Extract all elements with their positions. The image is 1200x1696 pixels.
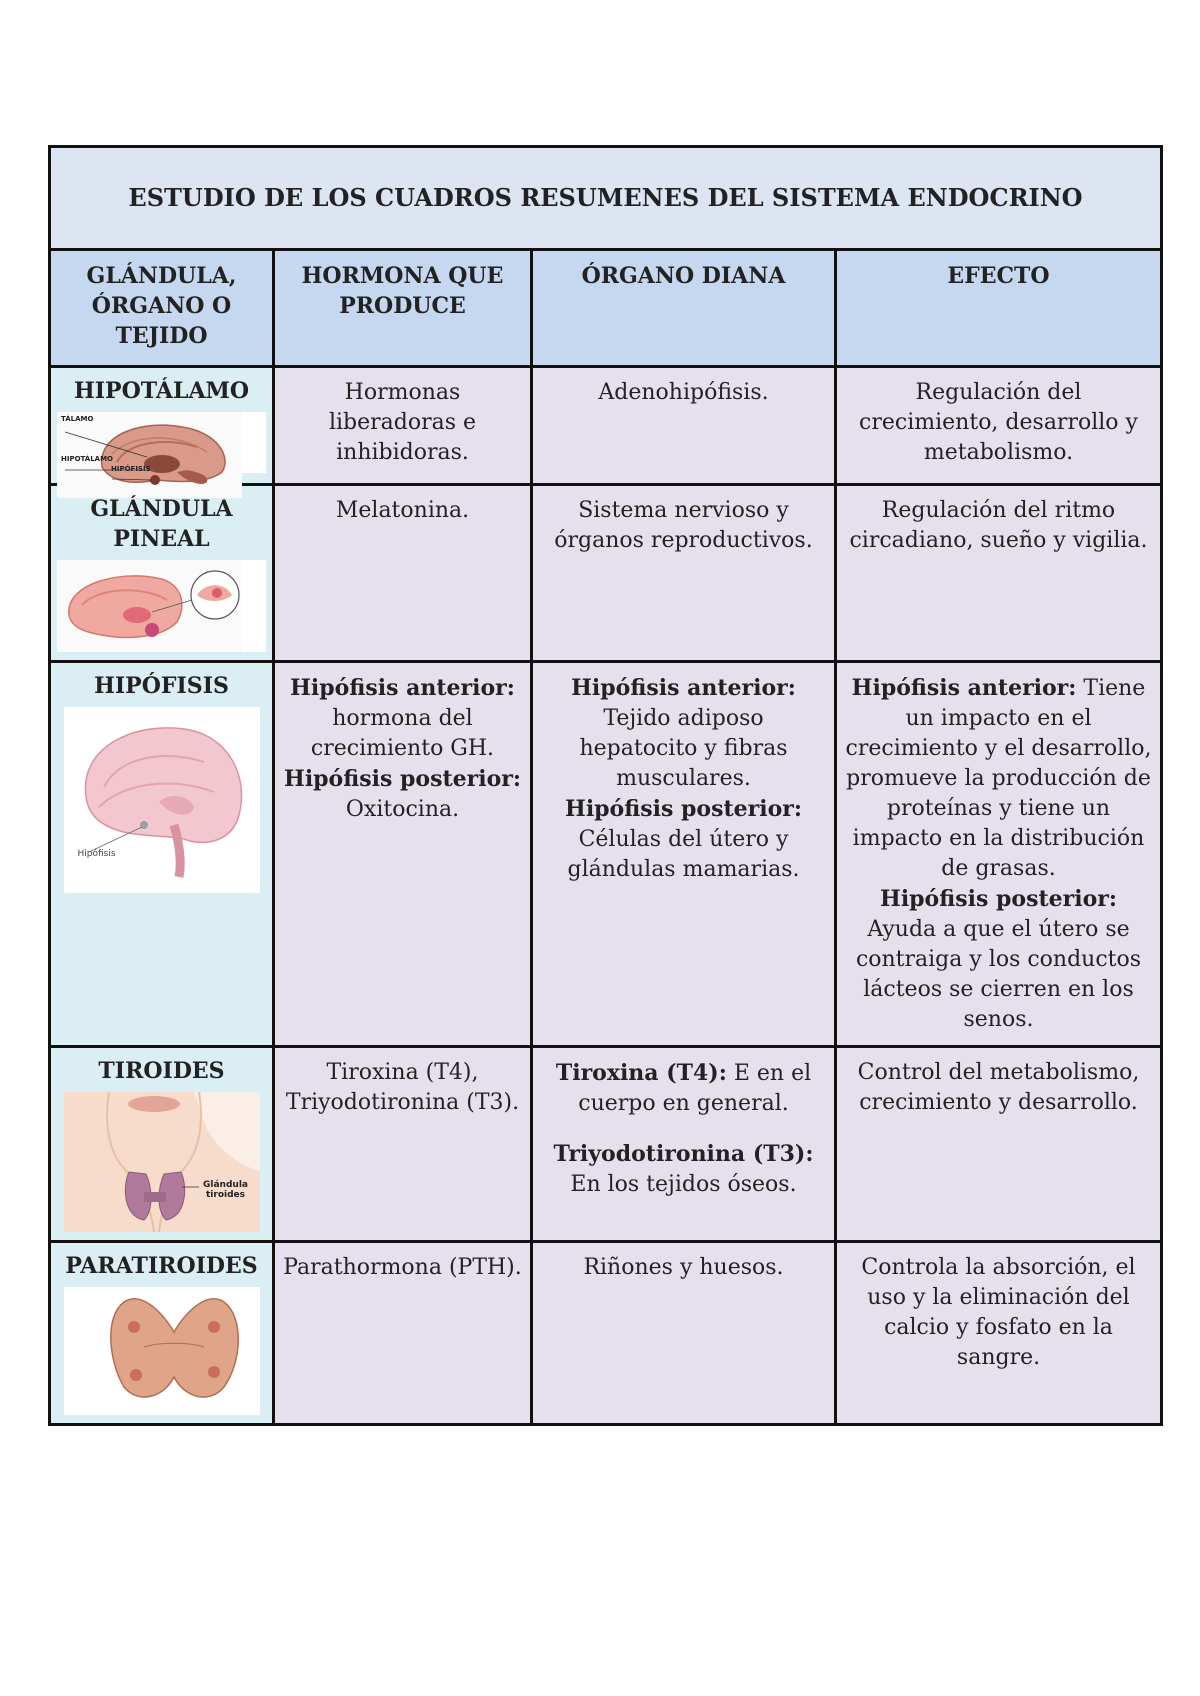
- label-anterior: Hipófisis anterior:: [571, 675, 796, 701]
- gland-name: HIPOTÁLAMO: [73, 378, 250, 404]
- image-label-hipofisis: Hipófisis: [77, 849, 116, 859]
- label-posterior: Hipófisis posterior:: [284, 766, 521, 792]
- hypothalamus-image: [57, 412, 266, 473]
- label-anterior: Hipófisis anterior:: [290, 675, 515, 701]
- effect-anterior: Tiene un impacto en el crecimiento y el desarrollo, promueve la producción de proteínas y tiene un impacto en la distribución de grasas.: [845, 676, 1152, 881]
- hormone-cell: [274, 662, 532, 1047]
- page-title: ESTUDIO DE LOS CUADROS RESUMENES DEL SISTEMA ENDOCRINO: [50, 147, 1162, 250]
- target-cell: Adenohipófisis.: [532, 367, 836, 485]
- target-cell: [532, 1047, 836, 1242]
- header-hormone: HORMONA QUE PRODUCE: [274, 250, 532, 367]
- label-t4: Tiroxina (T4):: [555, 1060, 727, 1086]
- pituitary-image: [64, 707, 260, 893]
- table-row-parathyroid: [50, 1242, 1162, 1425]
- pineal-image: [57, 560, 266, 652]
- effect-cell: Controla la absorción, el uso y la eliminación del calcio y fosfato en la sangre.: [836, 1242, 1162, 1425]
- label-posterior: Hipófisis posterior:: [880, 886, 1117, 912]
- target-t3: En los tejidos óseos.: [570, 1172, 797, 1197]
- image-label-hipofisis: HIPÓFISIS: [111, 465, 151, 473]
- table-row-hypothalamus: [50, 367, 1162, 485]
- target-cell: [532, 662, 836, 1047]
- gland-name: HIPÓFISIS: [94, 673, 229, 699]
- header-effect: EFECTO: [836, 250, 1162, 367]
- table-row-pineal: [50, 485, 1162, 662]
- gland-name: PARATIROIDES: [65, 1253, 258, 1279]
- target-cell: Sistema nervioso y órganos reproductivos.: [532, 485, 836, 662]
- table-row-thyroid: [50, 1047, 1162, 1242]
- hormone-anterior: hormona del crecimiento GH.: [310, 706, 495, 761]
- effect-cell: Regulación del ritmo circadiano, sueño y vigilia.: [836, 485, 1162, 662]
- label-t3: Triyodotironina (T3):: [553, 1141, 814, 1167]
- gland-name: TIROIDES: [98, 1058, 225, 1084]
- parathyroid-image: [64, 1287, 260, 1415]
- effect-posterior: Ayuda a que el útero se contraiga y los conductos lácteos se cierren en los senos.: [855, 917, 1142, 1032]
- gland-cell: [50, 662, 274, 1047]
- thyroid-image: [64, 1092, 260, 1232]
- endocrine-summary-table: [48, 145, 1163, 1426]
- hormone-posterior: Oxitocina.: [345, 797, 460, 822]
- header-row: [50, 250, 1162, 367]
- hormone-cell: Parathormona (PTH).: [274, 1242, 532, 1425]
- target-anterior: Tejido adiposo hepatocito y fibras musculares.: [579, 706, 788, 791]
- hormone-cell: Melatonina.: [274, 485, 532, 662]
- gland-cell: [50, 1047, 274, 1242]
- gland-name: GLÁNDULA PINEAL: [90, 496, 233, 552]
- target-posterior: Células del útero y glándulas mamarias.: [567, 827, 800, 882]
- image-label-hipotalamo: HIPOTÁLAMO: [61, 455, 113, 463]
- header-target: ÓRGANO DIANA: [532, 250, 836, 367]
- effect-cell: [836, 662, 1162, 1047]
- hormone-cell: Hormonas liberadoras e inhibidoras.: [274, 367, 532, 485]
- gland-cell: [50, 1242, 274, 1425]
- header-gland: GLÁNDULA, ÓRGANO O TEJIDO: [50, 250, 274, 367]
- hormone-cell: Tiroxina (T4), Triyodotironina (T3).: [274, 1047, 532, 1242]
- gland-cell: [50, 485, 274, 662]
- image-label-tiroides: Glándula tiroides: [203, 1180, 248, 1200]
- effect-cell: Control del metabolismo, crecimiento y desarrollo.: [836, 1047, 1162, 1242]
- label-posterior: Hipófisis posterior:: [565, 796, 802, 822]
- target-cell: Riñones y huesos.: [532, 1242, 836, 1425]
- image-label-talamo: TÁLAMO: [61, 415, 94, 423]
- label-anterior: Hipófisis anterior:: [851, 675, 1077, 701]
- target-t4: E en el cuerpo en general.: [578, 1061, 812, 1116]
- effect-cell: Regulación del crecimiento, desarrollo y metabolismo.: [836, 367, 1162, 485]
- table-row-pituitary: [50, 662, 1162, 1047]
- gland-cell: [50, 367, 274, 485]
